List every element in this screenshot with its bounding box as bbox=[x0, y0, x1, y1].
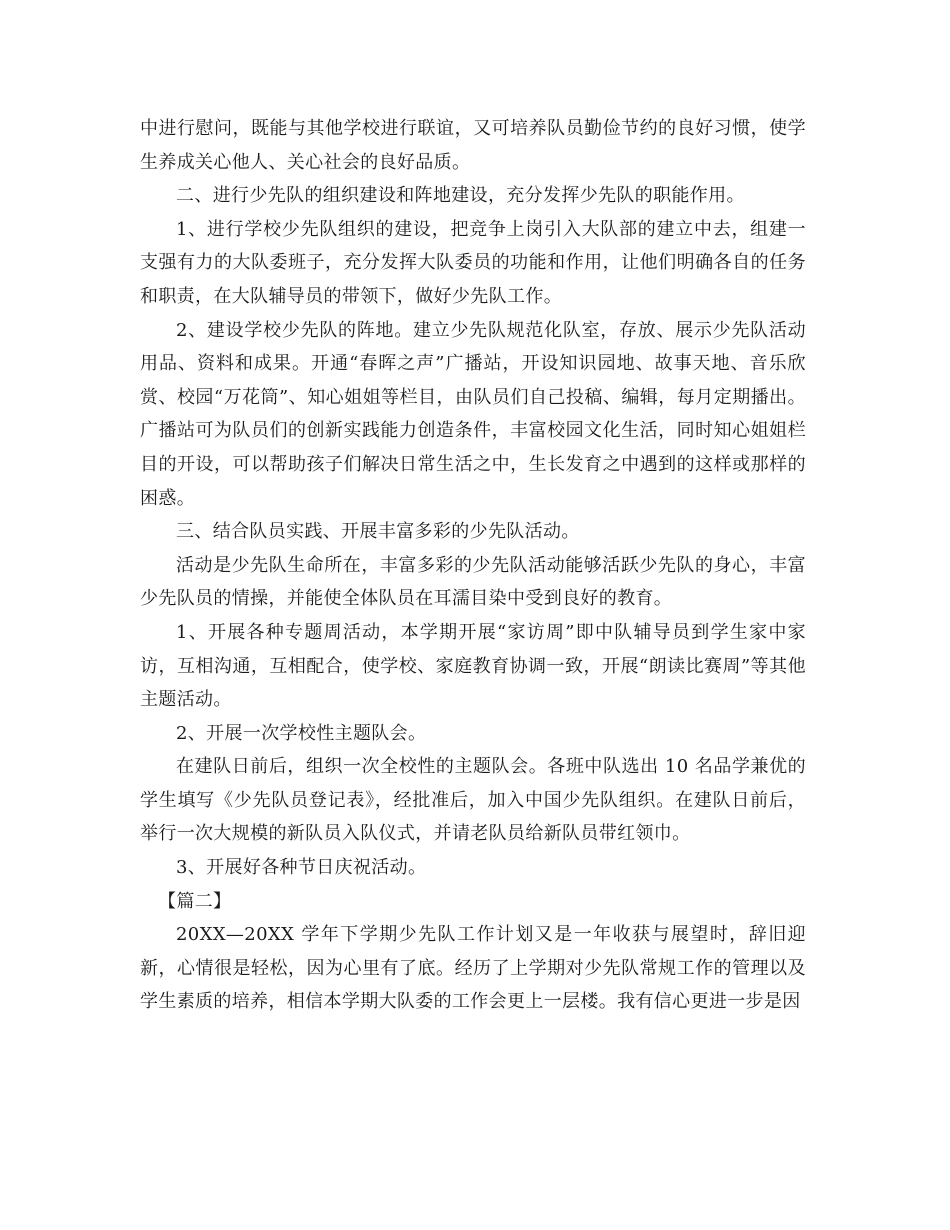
paragraph-2-1: 1、进行学校少先队组织的建设，把竞争上岗引入大队部的建立中去，组建一支强有力的大队委班子，充分发挥大队委员的功能和作用，让他们明确各自的任务和职责，在大队辅导员的带领下，做好少先队工作。 bbox=[140, 218, 806, 307]
paragraph-3-2: 2、开展一次学校性主题队会。 bbox=[176, 722, 427, 744]
paragraph-2-2: 2、建设学校少先队的阵地。建立少先队规范化队室，存放、展示少先队活动用品、资料和成果。开通“春晖之声”广播站，开设知识园地、故事天地、音乐欣赏、校园“万花筒”、知心姐姐等栏目，由队员们自己投稿、编辑，每月定期播出。广播站可为队员们的创新实践能力创造条件，丰富校园文化生活，同时知心姐姐栏目的开设，可以帮助孩子们解决日常生活之中，生长发育之中遇到的这样或那样的困惑。 bbox=[140, 319, 806, 509]
paragraph-1: 中进行慰问，既能与其他学校进行联谊，又可培养队员勤俭节约的良好习惯，使学生养成关心他人、关心社会的良好品质。 bbox=[140, 118, 806, 173]
paragraph-3-intro: 活动是少先队生命所在，丰富多彩的少先队活动能够活跃少先队的身心，丰富少先队员的情操，并能使全体队员在耳濡目染中受到良好的教育。 bbox=[140, 554, 806, 610]
paragraph-3-1: 1、开展各种专题周活动，本学期开展“家访周”即中队辅导员到学生家中家访，互相沟通，互相配合，使学校、家庭教育协调一致，开展“朗读比赛周”等其他主题活动。 bbox=[140, 621, 806, 711]
part-two-intro: 20XX—20XX 学年下学期少先队工作计划又是一年收获与展望时，辞旧迎新，心情很是轻松，因为心里有了底。经历了上学期对少先队常规工作的管理以及学生素质的培养，相信本学期大队委的工作会更上一层楼。我有信心更进一步是因 bbox=[140, 924, 806, 1013]
document-body bbox=[140, 112, 806, 1019]
section-heading-3: 三、结合队员实践、开展丰富多彩的少先队活动。 bbox=[176, 521, 580, 543]
section-heading-2: 二、进行少先队的组织建设和阵地建设，充分发挥少先队的职能作用。 bbox=[176, 185, 745, 207]
part-two-heading: 【篇二】 bbox=[158, 890, 232, 912]
paragraph-3-2-detail: 在建队日前后，组织一次全校性的主题队会。各班中队选出 10 名品学兼优的学生填写《少先队员登记表》，经批准后，加入中国少先队组织。在建队日前后，举行一次大规模的新队员入队仪式，并请老队员给新队员带红领巾。 bbox=[140, 756, 806, 845]
paragraph-3-3: 3、开展好各种节日庆祝活动。 bbox=[176, 857, 427, 879]
